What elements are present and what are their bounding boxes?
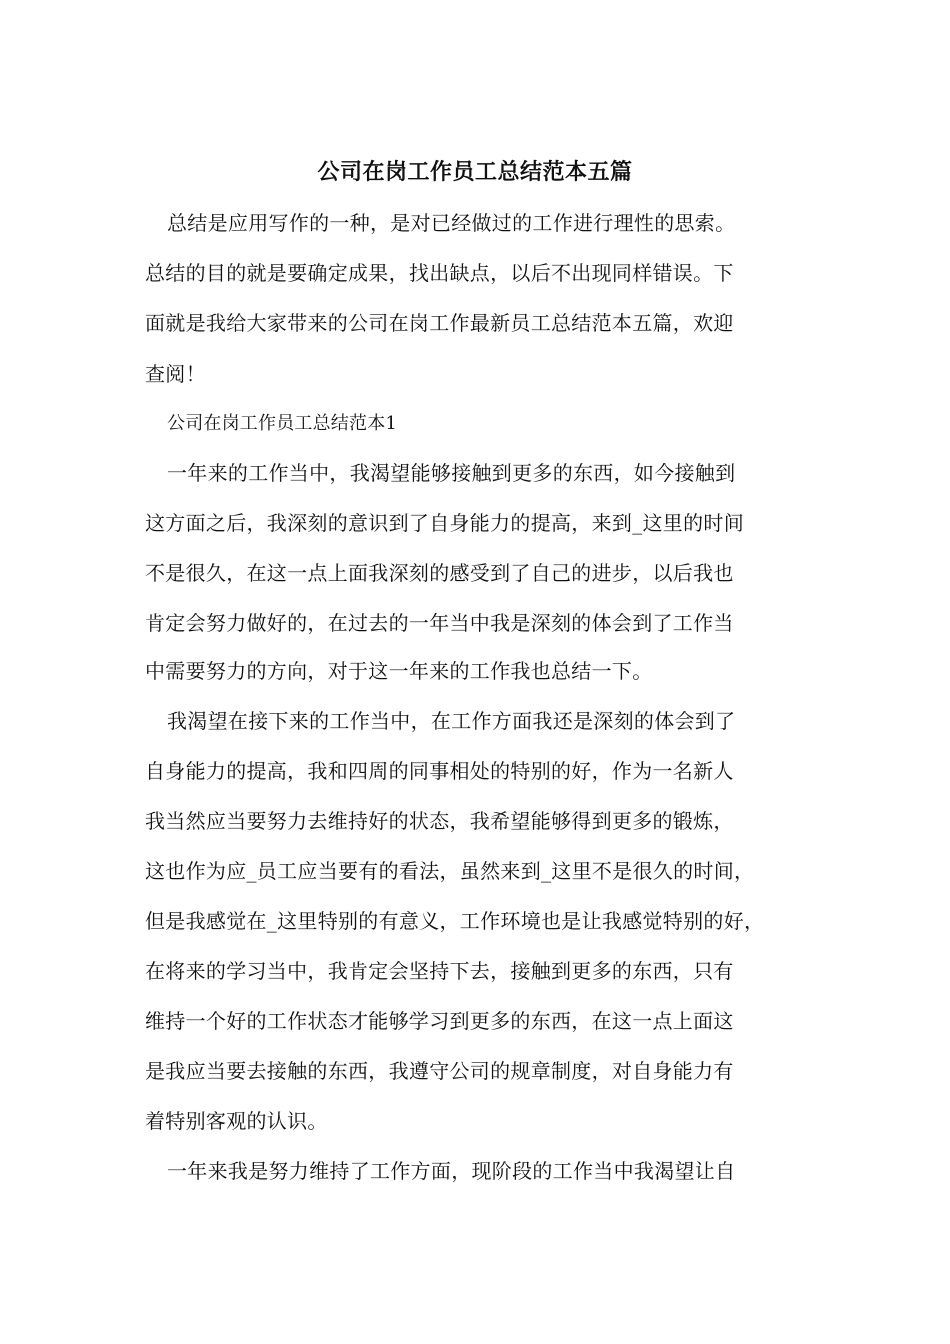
paragraph-line: 这方面之后，我深刻的意识到了自身能力的提高，来到_这里的时间 <box>145 511 744 535</box>
section-heading: 公司在岗工作员工总结范本1 <box>167 413 398 434</box>
paragraph-line: 中需要努力的方向，对于这一年来的工作我也总结一下。 <box>145 659 653 683</box>
paragraph-line: 我当然应当要努力去维持好的状态，我希望能够得到更多的锻炼， <box>145 809 734 833</box>
paragraph-line: 总结的目的就是要确定成果，找出缺点，以后不出现同样错误。下 <box>145 261 734 285</box>
paragraph-line: 查阅！ <box>145 362 206 386</box>
paragraph-line: 这也作为应_员工应当要有的看法，虽然来到_这里不是很久的时间， <box>145 859 755 883</box>
paragraph-line: 一年来的工作当中，我渴望能够接触到更多的东西，如今接触到 <box>167 461 736 485</box>
paragraph-line: 一年来我是努力维持了工作方面，现阶段的工作当中我渴望让自 <box>167 1159 736 1183</box>
paragraph-line: 在将来的学习当中，我肯定会坚持下去，接触到更多的东西，只有 <box>145 959 734 983</box>
paragraph-line: 自身能力的提高，我和四周的同事相处的特别的好，作为一名新人 <box>145 759 734 783</box>
paragraph-line: 面就是我给大家带来的公司在岗工作最新员工总结范本五篇，欢迎 <box>145 311 734 335</box>
paragraph-line: 肯定会努力做好的，在过去的一年当中我是深刻的体会到了工作当 <box>145 611 734 635</box>
paragraph-line: 是我应当要去接触的东西，我遵守公司的规章制度，对自身能力有 <box>145 1059 734 1083</box>
paragraph-line: 我渴望在接下来的工作当中，在工作方面我还是深刻的体会到了 <box>167 709 736 733</box>
paragraph-line: 但是我感觉在_这里特别的有意义，工作环境也是让我感觉特别的好， <box>145 909 765 933</box>
paragraph-line: 不是很久，在这一点上面我深刻的感受到了自己的进步，以后我也 <box>145 561 734 585</box>
document-title: 公司在岗工作员工总结范本五篇 <box>317 159 633 185</box>
paragraph-line: 总结是应用写作的一种，是对已经做过的工作进行理性的思索。 <box>167 211 736 235</box>
paragraph-line: 着特别客观的认识。 <box>145 1109 328 1133</box>
paragraph-line: 维持一个好的工作状态才能够学习到更多的东西，在这一点上面这 <box>145 1009 734 1033</box>
